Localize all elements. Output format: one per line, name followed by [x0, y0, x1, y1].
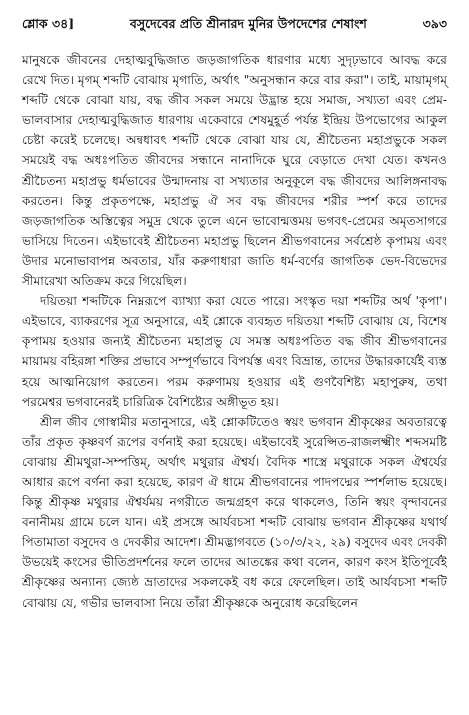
verse-number: শ্লোক ৩৪] [22, 16, 75, 31]
paragraph: দয়িতয়া শব্দটিকে নিম্নরূপে ব্যাখ্যা করা যেতে পারে। সংস্কৃত দয়া শব্দটির অর্থ 'কৃপা'। এইভাবে, ব্যাকরণের সূত্র অনুসারে, এই শ্লোকে ব্যবহৃত দয়িতয়া শব্দটি বোঝায় যে, বিশেষ কৃপাময় হওয়ার জন্যই শ্রীচৈতন্য মহাপ্রভু যে সমস্ত অধঃপতিত বদ্ধ জীব শ্রীভগবানের মায়াময় বহিরঙ্গা শক্তির প্রভাবে সম্পূর্ণভাবে বিপর্যস্ত এবং বিভ্রান্ত, তাদের উদ্ধারকার্যেই ব্যস্ত হয়ে আত্মনিয়োগ করতেন। পরম করুণাময় হওয়ার এই গুণবৈশিষ্ট্য মহাপুরুষ, তথা পরমেশ্বর ভগবানেরই চারিত্রিক বৈশিষ্ট্যের অঙ্গীভূত হয়। [22, 294, 447, 409]
body-text [22, 50, 447, 613]
paragraph: মানুষকে জীবনের দেহাত্মবুদ্ধিজাত জড়জাগতিক ধারণার মধ্যে সুদৃঢ়ভাবে আবদ্ধ করে রেখে দিত। মৃগম্ শব্দটি বোঝায় মৃগাতি, অর্থাৎ "অনুসন্ধান করে বার করা"। তাই, মায়ামৃগম্ শব্দটি থেকে বোঝা যায়, বদ্ধ জীব সকল সময়ে উদ্ভ্রান্ত হয়ে সমাজ, সখ্যতা এবং প্রেম-ভালবাসার দেহাত্মবুদ্ধিজাত ধারণায় একেবারে শেষমুহূর্ত পর্যন্ত ইন্দ্রিয় উপভোগের আকুল চেষ্টা করেই চলেছে। অন্বধাবৎ শব্দটি থেকে বোঝা যায় যে, শ্রীচৈতন্য মহাপ্রভুকে সকল সময়েই বদ্ধ অধঃপতিত জীবদের সন্ধানে নানাদিকে ঘুরে বেড়াতে দেখা যেত। কখনও শ্রীচৈতন্য মহাপ্রভু ধর্মভাবের উন্মাদনায় বা সখ্যতার অনুকূলে বদ্ধ জীবদের আলিঙ্গনাবদ্ধ করতেন। কিন্তু প্রকৃতপক্ষে, মহাপ্রভু ঐ সব বদ্ধ জীবদের শরীর স্পর্শ করে তাদের জড়জাগতিক অস্তিত্বের সমুদ্র থেকে তুলে এনে ভাবোন্মত্তময় ভগবৎ-প্রেমের অমৃতসাগরে ভাসিয়ে দিতেন। এইভাবেই শ্রীচৈতন্য মহাপ্রভু ছিলেন শ্রীভগবানের সর্বশ্রেষ্ঠ কৃপাময় এবং উদার মনোভাবাপন্ন অবতার, যাঁর করুণাধারা জাতি ধর্ম-বর্ণের জাগতিক ভেদ-বিভেদের সীমারেখা অতিক্রম করে গিয়েছিল। [22, 53, 447, 289]
page-number: ৩৯৩ [422, 16, 447, 31]
paragraph: শ্রীল জীব গোস্বামীর মতানুসারে, এই শ্লোকটিতেও স্বয়ং ভগবান শ্রীকৃষ্ণের অবতারত্বে তাঁর প্রকৃত কৃষ্ণবর্ণ রূপের বর্ণনাই করা হয়েছে। এইভাবেই সুরেপ্সিত-রাজলক্ষ্মীং শব্দসমষ্টি বোঝায় শ্রীমথুরা-সম্পত্তিম্, অর্থাৎ মথুরার ঐশ্বর্য। বৈদিক শাস্ত্রে মথুরাকে সকল ঐশ্বর্যের আধার রূপে বর্ণনা করা হয়েছে, কারণ ঐ ধামে শ্রীভগবানের পাদপদ্মের স্পর্শলাভ হয়েছে। কিন্তু শ্রীকৃষ্ণ মথুরার ঐশ্বর্যময় নগরীতে জন্মগ্রহণ করে থাকলেও, তিনি স্বয়ং বৃন্দাবনের বনানীময় গ্রামে চলে যান। এই প্রসঙ্গে আর্যবচসা শব্দটি বোঝায় ভগবান শ্রীকৃষ্ণের যথার্থ পিতামাতা বসুদেব ও দেবকীর আদেশ। শ্রীমদ্ভাগবতে (১০/৩/২২, ২৯) বসুদেব এবং দেবকী উভয়েই কংসের ভীতিপ্রদর্শনের ফলে তাদের আতঙ্কের কথা বলেন, কারণ কংস ইতিপূর্বেই শ্রীকৃষ্ণের অন্যান্য জ্যেষ্ঠ ভ্রাতাদের সকলকেই বধ করে ফেলেছিল। তাই আর্যবচসা শব্দটি বোঝায় যে, গভীর ভালবাসা নিয়ে তাঁরা শ্রীকৃষ্ণকে অনুরোধ করেছিলেন [22, 414, 447, 610]
chapter-title: বসুদেবের প্রতি শ্রীনারদ মুনির উপদেশের শেষাংশ [129, 16, 367, 31]
running-header [22, 16, 447, 40]
